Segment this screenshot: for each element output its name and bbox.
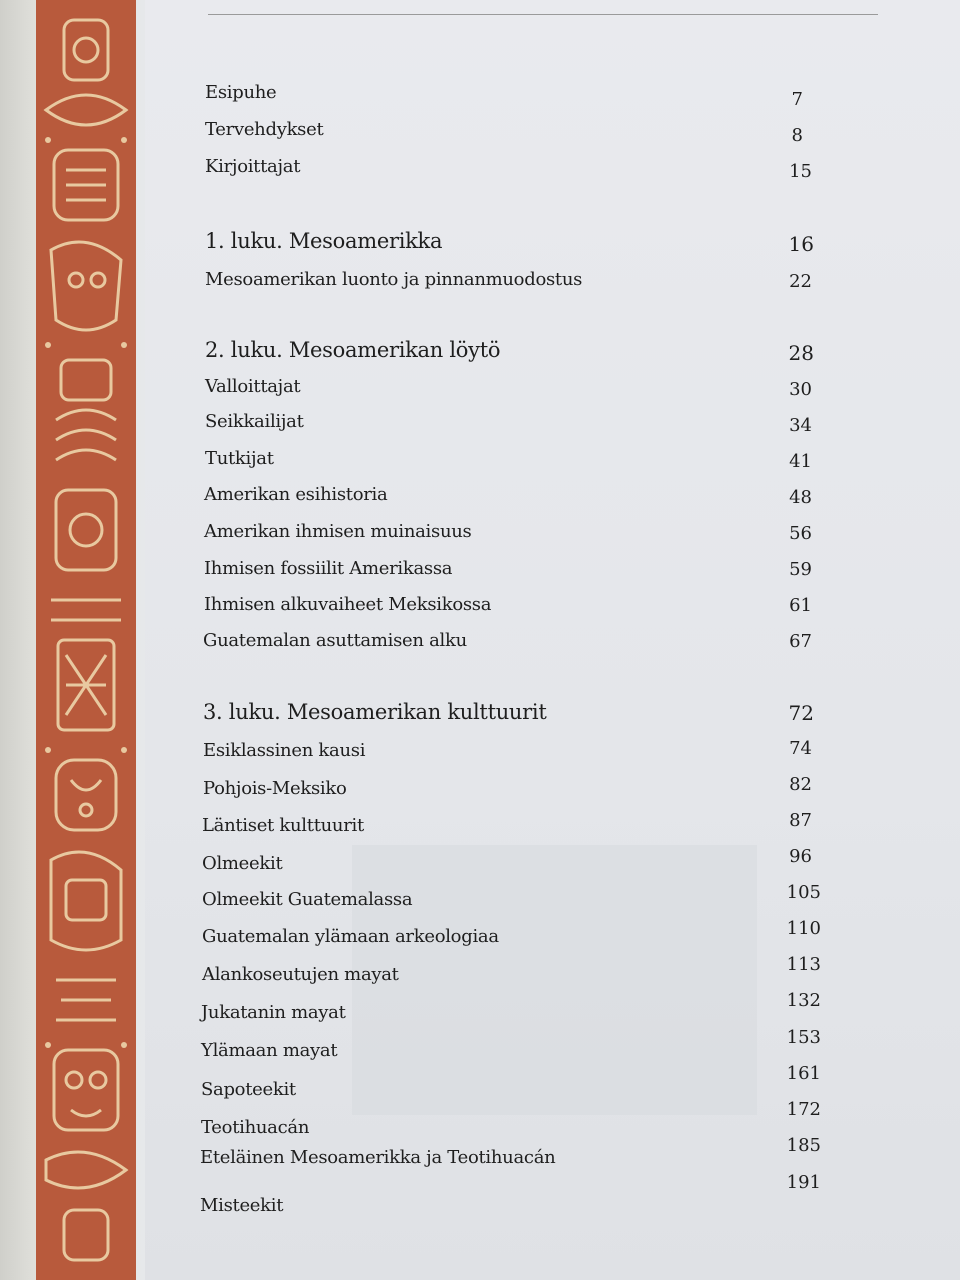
toc-entry-page: 41 — [789, 451, 812, 472]
toc-chapter-title: 3. luku. Mesoamerikan kulttuurit — [203, 700, 547, 724]
toc-chapter-page: 16 — [788, 232, 814, 256]
toc-entry-title: Guatemalan ylämaan arkeologiaa — [202, 926, 499, 947]
toc-entry-title: Sapoteekit — [201, 1079, 296, 1100]
toc-entry-title: Esiklassinen kausi — [203, 740, 366, 761]
toc-entry-page: 8 — [791, 125, 803, 146]
toc-entry-page: 96 — [789, 846, 812, 867]
toc-entry-page: 110 — [786, 918, 821, 939]
toc-entry-title: Mesoamerikan luonto ja pinnanmuodostus — [205, 269, 583, 290]
toc-entry-title: Jukatanin mayat — [201, 1002, 346, 1023]
toc-entry-title: Kirjoittajat — [205, 156, 301, 177]
toc-entry-title: Amerikan esihistoria — [204, 484, 388, 505]
toc-entry-page: 113 — [786, 954, 821, 975]
toc-entry-page: 34 — [789, 415, 812, 436]
toc-entry-page: 191 — [786, 1172, 821, 1193]
toc-entry-title: Tervehdykset — [205, 119, 324, 140]
toc-entry-title: Esipuhe — [205, 82, 277, 103]
toc-entry-title: Alankoseutujen mayat — [202, 964, 399, 985]
toc-entry-title: Ihmisen alkuvaiheet Meksikossa — [204, 594, 492, 615]
toc-entry-page: 22 — [789, 271, 812, 292]
toc-entry-title: Tutkijat — [205, 448, 274, 469]
toc-entry-page: 87 — [789, 810, 812, 831]
toc-entry-page: 56 — [789, 523, 812, 544]
toc-entry-title: Pohjois-Meksiko — [203, 778, 347, 799]
toc-entry-title: Olmeekit — [202, 853, 283, 874]
toc-entry-page: 59 — [789, 559, 812, 580]
toc-entry-title: Ihmisen fossiilit Amerikassa — [204, 558, 453, 579]
toc-entry-page: 48 — [789, 487, 812, 508]
toc-entry-page: 172 — [786, 1099, 821, 1120]
toc-entry-page: 7 — [791, 89, 803, 110]
toc-entry-page: 82 — [789, 774, 812, 795]
toc-chapter-title: 1. luku. Mesoamerikka — [205, 229, 443, 253]
toc-entry-title: Guatemalan asuttamisen alku — [203, 630, 467, 651]
toc-entry-page: 105 — [786, 882, 821, 903]
toc-entry-page: 30 — [789, 379, 812, 400]
toc-entry-title: Valloittajat — [205, 376, 301, 397]
toc-chapter-page: 72 — [788, 701, 814, 725]
toc-entry-page: 67 — [789, 631, 812, 652]
toc-entry-page: 74 — [789, 738, 812, 759]
toc-entry-title: Olmeekit Guatemalassa — [202, 889, 413, 910]
toc-entry-page: 185 — [786, 1135, 821, 1156]
toc-entry-page: 15 — [789, 161, 812, 182]
toc-entry-page: 132 — [786, 990, 821, 1011]
toc-chapter-page: 28 — [788, 341, 814, 365]
toc-entry-title: Seikkailijat — [205, 411, 304, 432]
toc-entry-page: 161 — [786, 1063, 821, 1084]
toc-entry-title: Eteläinen Mesoamerikka ja Teotihuacán — [200, 1147, 556, 1168]
toc-entry-page: 153 — [786, 1027, 821, 1048]
toc-entry-title: Teotihuacán — [201, 1117, 310, 1138]
toc-entry-title: Ylämaan mayat — [201, 1040, 338, 1061]
toc-entry-title: Läntiset kulttuurit — [202, 815, 364, 836]
toc-entry-page: 61 — [789, 595, 812, 616]
toc-entry-title: Misteekit — [200, 1195, 284, 1216]
toc-entry-title: Amerikan ihmisen muinaisuus — [204, 521, 472, 542]
toc-chapter-title: 2. luku. Mesoamerikan löytö — [205, 338, 501, 362]
